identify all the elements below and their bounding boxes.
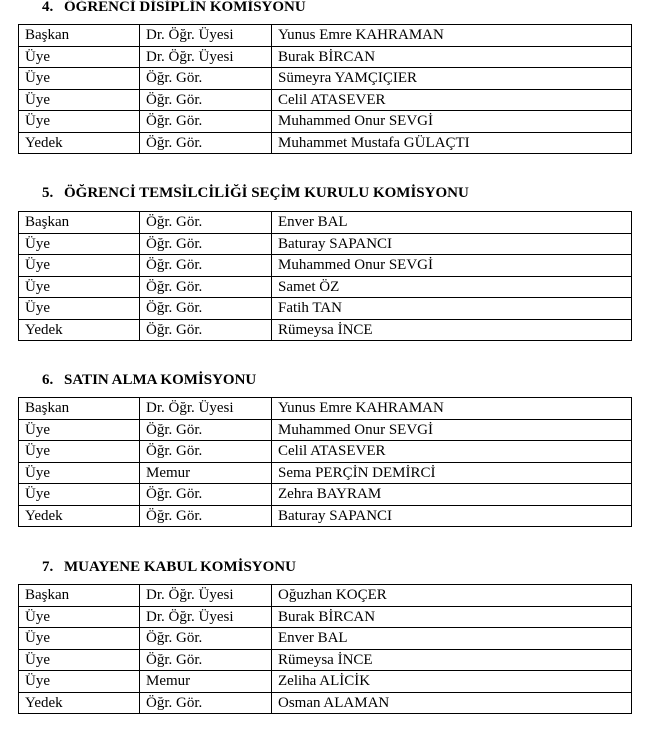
member-role-cell: Üye <box>19 649 140 671</box>
member-title-cell: Öğr. Gör. <box>140 89 272 111</box>
section-title-text: ÖĞRENCİ TEMSİLCİLİĞİ SEÇİM KURULU KOMİSYONU <box>64 185 469 201</box>
member-title-cell: Dr. Öğr. Üyesi <box>140 398 272 420</box>
member-role-cell: Üye <box>19 111 140 133</box>
table-row <box>19 671 632 693</box>
member-title-cell: Öğr. Gör. <box>140 255 272 277</box>
member-title-cell: Öğr. Gör. <box>140 419 272 441</box>
member-title-cell: Memur <box>140 671 272 693</box>
member-name-cell: Muhammed Onur SEVGİ <box>272 111 632 133</box>
member-role-cell: Üye <box>19 46 140 68</box>
section-title <box>42 371 256 389</box>
section-number: 6. <box>42 372 54 388</box>
member-title-cell: Öğr. Gör. <box>140 649 272 671</box>
section-title-text: ÖĞRENCİ DİSİPLİN KOMİSYONU <box>64 0 306 15</box>
member-title-cell: Dr. Öğr. Üyesi <box>140 25 272 47</box>
member-title-cell: Memur <box>140 462 272 484</box>
member-role-cell: Üye <box>19 462 140 484</box>
member-role-cell: Üye <box>19 276 140 298</box>
table-row <box>19 419 632 441</box>
table-row <box>19 233 632 255</box>
table-row <box>19 484 632 506</box>
table-row <box>19 276 632 298</box>
table-row <box>19 628 632 650</box>
member-role-cell: Üye <box>19 671 140 693</box>
member-role-cell: Üye <box>19 298 140 320</box>
member-role-cell: Üye <box>19 606 140 628</box>
member-name-cell: Zeliha ALİCİK <box>272 671 632 693</box>
member-title-cell: Öğr. Gör. <box>140 298 272 320</box>
member-name-cell: Enver BAL <box>272 212 632 234</box>
section-number: 4. <box>42 0 54 15</box>
member-name-cell: Baturay SAPANCI <box>272 505 632 527</box>
section-title <box>42 184 469 202</box>
table-row <box>19 25 632 47</box>
member-name-cell: Sema PERÇİN DEMİRCİ <box>272 462 632 484</box>
member-name-cell: Rümeysa İNCE <box>272 319 632 341</box>
member-role-cell: Yedek <box>19 505 140 527</box>
member-name-cell: Burak BİRCAN <box>272 46 632 68</box>
member-title-cell: Öğr. Gör. <box>140 319 272 341</box>
member-role-cell: Üye <box>19 628 140 650</box>
member-title-cell: Öğr. Gör. <box>140 68 272 90</box>
member-role-cell: Başkan <box>19 212 140 234</box>
member-name-cell: Samet ÖZ <box>272 276 632 298</box>
member-name-cell: Sümeyra YAMÇIÇIER <box>272 68 632 90</box>
table-row <box>19 692 632 714</box>
member-role-cell: Yedek <box>19 132 140 154</box>
member-name-cell: Celil ATASEVER <box>272 89 632 111</box>
member-name-cell: Zehra BAYRAM <box>272 484 632 506</box>
table-row <box>19 68 632 90</box>
member-role-cell: Yedek <box>19 692 140 714</box>
member-name-cell: Rümeysa İNCE <box>272 649 632 671</box>
table-row <box>19 585 632 607</box>
section-number: 7. <box>42 559 54 575</box>
member-name-cell: Baturay SAPANCI <box>272 233 632 255</box>
member-title-cell: Öğr. Gör. <box>140 111 272 133</box>
member-name-cell: Celil ATASEVER <box>272 441 632 463</box>
committee-table <box>18 397 632 527</box>
table-row <box>19 212 632 234</box>
member-name-cell: Osman ALAMAN <box>272 692 632 714</box>
member-title-cell: Öğr. Gör. <box>140 484 272 506</box>
table-row <box>19 298 632 320</box>
table-row <box>19 255 632 277</box>
member-name-cell: Yunus Emre KAHRAMAN <box>272 398 632 420</box>
committee-table <box>18 211 632 341</box>
section-title-text: SATIN ALMA KOMİSYONU <box>64 372 257 388</box>
member-title-cell: Öğr. Gör. <box>140 628 272 650</box>
member-role-cell: Başkan <box>19 25 140 47</box>
section-title <box>42 558 296 576</box>
member-title-cell: Öğr. Gör. <box>140 692 272 714</box>
table-row <box>19 132 632 154</box>
member-title-cell: Öğr. Gör. <box>140 505 272 527</box>
table-row <box>19 441 632 463</box>
member-role-cell: Yedek <box>19 319 140 341</box>
member-name-cell: Oğuzhan KOÇER <box>272 585 632 607</box>
member-name-cell: Fatih TAN <box>272 298 632 320</box>
member-name-cell: Muhammet Mustafa GÜLAÇTI <box>272 132 632 154</box>
committee-table <box>18 584 632 714</box>
member-title-cell: Öğr. Gör. <box>140 212 272 234</box>
member-name-cell: Burak BİRCAN <box>272 606 632 628</box>
member-role-cell: Üye <box>19 441 140 463</box>
member-name-cell: Enver BAL <box>272 628 632 650</box>
member-role-cell: Üye <box>19 419 140 441</box>
member-title-cell: Öğr. Gör. <box>140 276 272 298</box>
table-row <box>19 89 632 111</box>
member-role-cell: Üye <box>19 484 140 506</box>
member-name-cell: Muhammed Onur SEVGİ <box>272 255 632 277</box>
member-title-cell: Öğr. Gör. <box>140 132 272 154</box>
member-title-cell: Öğr. Gör. <box>140 441 272 463</box>
section-title <box>42 0 306 16</box>
member-title-cell: Dr. Öğr. Üyesi <box>140 46 272 68</box>
member-name-cell: Muhammed Onur SEVGİ <box>272 419 632 441</box>
member-role-cell: Başkan <box>19 585 140 607</box>
member-title-cell: Dr. Öğr. Üyesi <box>140 606 272 628</box>
member-role-cell: Üye <box>19 89 140 111</box>
table-row <box>19 505 632 527</box>
section-number: 5. <box>42 185 54 201</box>
table-row <box>19 606 632 628</box>
member-role-cell: Üye <box>19 233 140 255</box>
table-row <box>19 111 632 133</box>
member-title-cell: Dr. Öğr. Üyesi <box>140 585 272 607</box>
table-row <box>19 398 632 420</box>
table-row <box>19 46 632 68</box>
section-title-text: MUAYENE KABUL KOMİSYONU <box>64 559 296 575</box>
table-row <box>19 462 632 484</box>
member-name-cell: Yunus Emre KAHRAMAN <box>272 25 632 47</box>
member-title-cell: Öğr. Gör. <box>140 233 272 255</box>
table-row <box>19 319 632 341</box>
member-role-cell: Üye <box>19 255 140 277</box>
member-role-cell: Üye <box>19 68 140 90</box>
member-role-cell: Başkan <box>19 398 140 420</box>
committee-table <box>18 24 632 154</box>
table-row <box>19 649 632 671</box>
